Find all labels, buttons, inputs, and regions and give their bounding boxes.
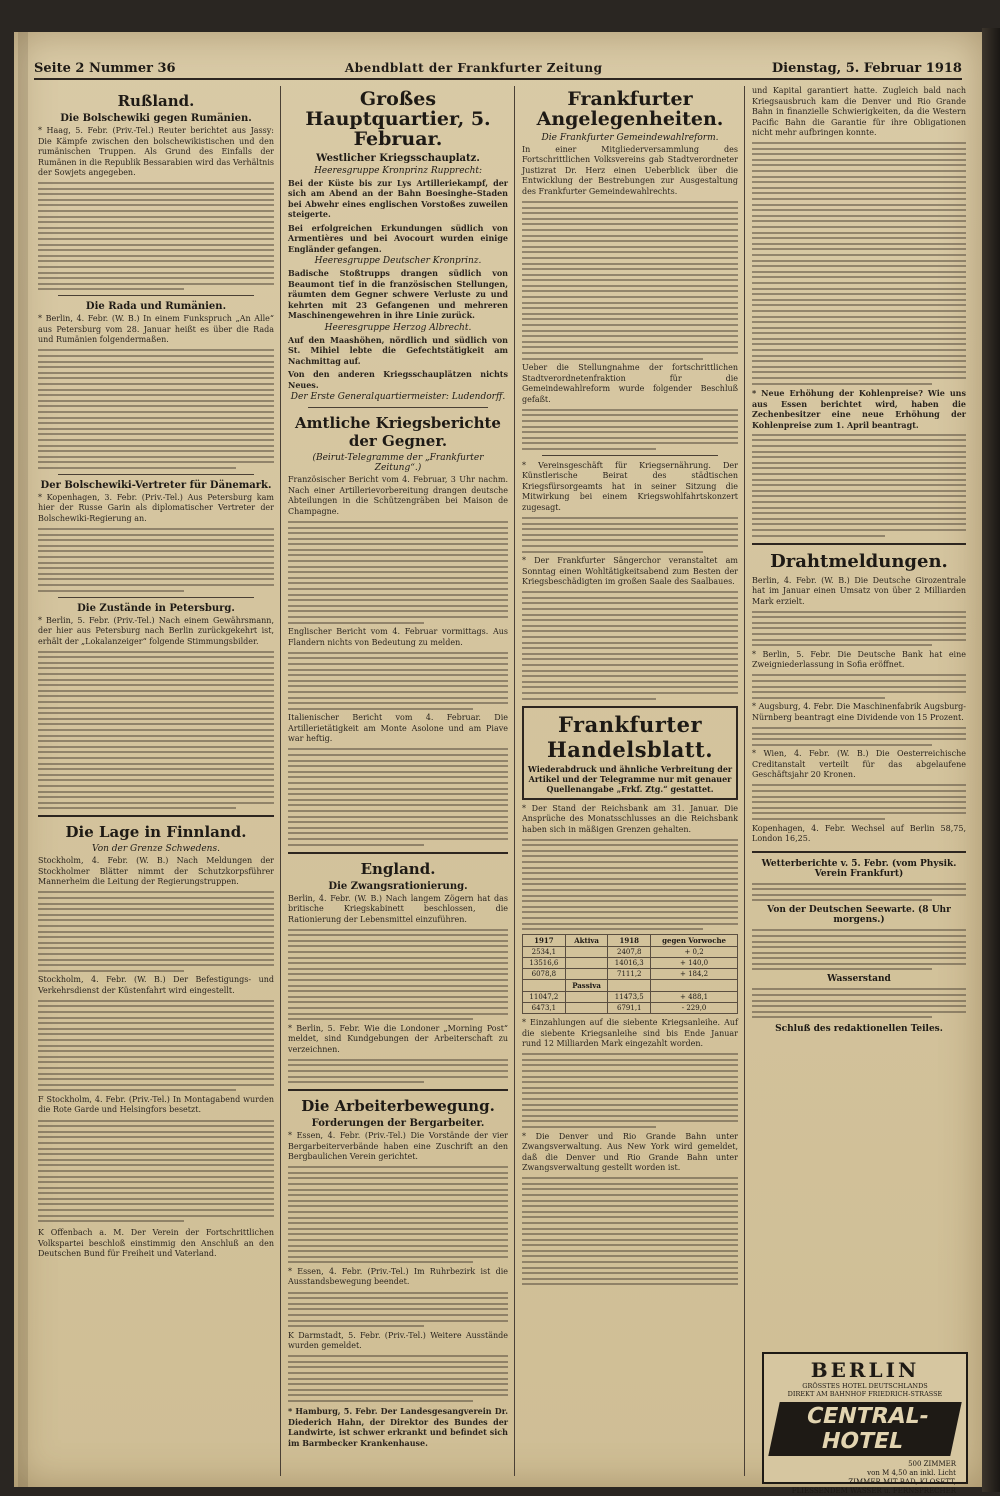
- section-heading: Rußland.: [117, 92, 195, 110]
- text-lines: [38, 1000, 274, 1092]
- article-text: * Augsburg, 4. Febr. Die Maschinenfabrik Augsburg-Nürnberg beantragt eine Dividende von 15 Prozent.: [752, 702, 966, 722]
- article-text: Stockholm, 4. Febr. (W. B.) Nach Meldungen der Stockholmer Blätter nimmt der Schutzkorpsführer Mannerheim die Leitung der Regierungstruppen.: [38, 856, 274, 887]
- text-lines: [38, 891, 274, 971]
- article-text: Auf den Maashöhen, nördlich und südlich von St. Mihiel lebte die Gefechtstätigkeit am Nachmittag auf.: [288, 334, 508, 366]
- section-heading: Drahtmeldungen.: [770, 550, 948, 572]
- separator: [288, 1089, 508, 1091]
- separator: [58, 295, 254, 296]
- article-text: Englischer Bericht vom 4. Februar vormittags. Aus Flandern nichts von Bedeutung zu melden.: [288, 627, 508, 647]
- article-subheading: (Beirut-Telegramme der „Frankfurter Zeitung“.): [312, 453, 484, 474]
- section-heading: Großes Hauptquartier, 5. Februar.: [305, 88, 491, 150]
- page-number: Seite 2 Nummer 36: [34, 60, 176, 76]
- column-4: [748, 86, 970, 1348]
- text-lines: [522, 409, 738, 450]
- article-text: Französischer Bericht vom 4. Februar, 3 Uhr nachm. Nach einer Artillerievorbereitung drangen deutsche Abteilungen in die Schützengräben bei Maison de Champagne.: [288, 475, 508, 516]
- column-rule: [744, 86, 745, 1476]
- text-lines: [752, 142, 966, 385]
- table-row: 6473,1 6791,1 - 229,0: [523, 1003, 738, 1014]
- separator: [752, 543, 966, 545]
- separator: [38, 815, 274, 817]
- weather-heading: Wetterberichte v. 5. Febr. (vom Physik. Verein Frankfurt): [761, 858, 957, 879]
- ad-tagline: GRÖSSTES HOTEL DEUTSCHLANDS: [802, 1382, 928, 1390]
- article-text: * Der Stand der Reichsbank am 31. Januar. Die Ansprüche des Monatsschlusses an die Reichsbank haben sich in mäßigen Grenzen gehalten.: [522, 803, 738, 834]
- article-text: * Berlin, 5. Febr. Die Deutsche Bank hat eine Zweigniederlassung in Sofia eröffnet.: [752, 649, 966, 670]
- column-1: [34, 86, 278, 1476]
- article-text: F Stockholm, 4. Febr. (Priv.-Tel.) In Montagabend wurden die Rote Garde und Helsingfors besetzt.: [38, 1094, 274, 1115]
- section-heading: Amtliche Kriegsberichte der Gegner.: [295, 414, 501, 451]
- article-text: K Offenbach a. M. Der Verein der Fortschrittlichen Volkspartei beschloß einstimmig den Anschluß an den Deutschen Bund für Freiheit und Vaterland.: [38, 1228, 274, 1259]
- text-lines: [752, 674, 966, 698]
- column-2: [284, 86, 512, 1476]
- article-subheading: Die Frankfurter Gemeindewahlreform.: [541, 132, 719, 143]
- article-heading: Forderungen der Bergarbeiter.: [311, 1118, 485, 1130]
- weather-table-lines: [752, 929, 966, 970]
- article-text: * Vereinsgeschäft für Kriegsernährung. Der Künstlerische Beirat des städtischen Kriegsfürsorgeamts hat in seiner Sitzung die Mitwirkung bei einem Kriegswohlfahrtskonzert zugesagt.: [522, 460, 738, 512]
- weather-subheading: Von der Deutschen Seewarte. (8 Uhr morgens.): [767, 905, 951, 926]
- article-text: Bei erfolgreichen Erkundungen südlich von Armentières und bei Avocourt wurden einige Engländer gefangen.: [288, 222, 508, 254]
- article-text: Italienischer Bericht vom 4. Februar. Die Artillerietätigkeit am Monte Asolone und am Piave war heftig.: [288, 713, 508, 744]
- fold-shadow: [18, 32, 28, 1487]
- text-lines: [522, 201, 738, 360]
- text-lines: [752, 611, 966, 647]
- section-heading: Die Lage in Finnland.: [65, 823, 247, 842]
- text-lines: [288, 748, 508, 845]
- text-lines: [38, 1120, 274, 1223]
- table-section-title: Aktiva: [565, 935, 608, 947]
- separator: [58, 474, 254, 475]
- article-subheading: Heeresgruppe Kronprinz Rupprecht:: [313, 165, 483, 176]
- article-text: In einer Mitgliederversammlung des Fortschrittlichen Volksvereins gab Stadtverordneter Justizrat Dr. Herz einen Ueberblick über die Entwicklung der Bestrebungen zur Ausgestaltung des Frankfurter Gemeindewahlrechts.: [522, 144, 738, 196]
- article-text: * Haag, 5. Febr. (Priv.-Tel.) Reuter berichtet aus Jassy: Die Kämpfe zwischen den bolschewikistischen und den rumänischen Truppen. Als Grund des Einfalls der Rumänen in die Republik Bessarabien wird das Verhältnis der Sowjets angegeben.: [38, 126, 274, 177]
- article-signature: Der Erste Generalquartiermeister: Ludendorff.: [290, 392, 506, 403]
- article-text: Ueber die Stellungnahme der fortschrittlichen Stadtverordnetenfraktion für die Gemeindewahlreform wurde folgender Beschluß gefaßt.: [522, 363, 738, 404]
- article-text: Kopenhagen, 4. Febr. Wechsel auf Berlin 58,75, London 16,25.: [752, 823, 966, 844]
- article-dateline: Von der Grenze Schwedens.: [92, 844, 220, 855]
- text-lines: [752, 434, 966, 537]
- central-hotel-ad: [762, 1352, 968, 1495]
- article-subheading: Heeresgruppe Deutscher Kronprinz.: [314, 256, 482, 267]
- table-row: 11047,2 11473,5 + 488,1: [523, 992, 738, 1003]
- page-edge: [982, 28, 1000, 1492]
- article-text: K Darmstadt, 5. Febr. (Priv.-Tel.) Weitere Ausstände wurden gemeldet.: [288, 1330, 508, 1351]
- text-lines: [38, 528, 274, 592]
- text-lines: [288, 1292, 508, 1328]
- separator: [288, 852, 508, 854]
- article-subheading: Heeresgruppe Herzog Albrecht.: [324, 322, 472, 333]
- column-rule: [280, 86, 281, 1476]
- ad-location: DIREKT AM BAHNHOF FRIEDRICH-STRASSE: [787, 1390, 943, 1398]
- reichsbank-table: [522, 934, 738, 1014]
- article-text: Badische Stoßtrupps drangen südlich von Beaumont tief in die französischen Stellungen, räumten dem Gegner schwere Verluste zu und kehrten mit 23 Gefangenen und mehreren Maschinengewehren in ihre Linie zurück.: [288, 268, 508, 321]
- handelsblatt-banner: [522, 706, 738, 800]
- section-heading: England.: [360, 859, 436, 878]
- ad-price: von M 4,50 an inkl. Licht: [867, 1469, 956, 1477]
- table-row: 13516,6 14016,3 + 140,0: [523, 958, 738, 969]
- article-text: Stockholm, 4. Febr. (W. B.) Der Befestigungs- und Verkehrsdienst der Küstenfahrt wird eingestellt.: [38, 975, 274, 995]
- table-header: gegen Vorwoche: [651, 935, 738, 947]
- handelsblatt-title: Frankfurter Handelsblatt.: [546, 711, 714, 762]
- article-text: * Wien, 4. Febr. (W. B.) Die Oesterreichische Creditanstalt verteilt für das abgelaufene Geschäftsjahr 20 Kronen.: [752, 749, 966, 780]
- text-lines: [38, 349, 274, 468]
- section-heading: Die Arbeiterbewegung.: [301, 1097, 495, 1116]
- article-heading: Die Rada und Rumänien.: [85, 301, 227, 313]
- article-text: * Berlin, 4. Febr. (W. B.) In einem Funkspruch „An Alle“ aus Petersburg vom 28. Januar heißt es über die Rada und Rumänien folgendermaßen.: [38, 314, 274, 345]
- text-lines: [752, 883, 966, 902]
- separator: [752, 851, 966, 853]
- text-lines: [288, 652, 508, 710]
- article-text: Bei der Küste bis zur Lys Artilleriekampf, der sich am Abend an der Bahn Boesinghe–Staden bei Abwehr eines englischen Vorstoßes zuweilen steigerte.: [288, 177, 508, 220]
- article-text: * Kopenhagen, 3. Febr. (Priv.-Tel.) Aus Petersburg kam hier der Russe Garin als diplomatischer Vertreter der Bolschewiki-Regierung an.: [38, 492, 274, 523]
- text-lines: [522, 1177, 738, 1285]
- article-text: * Berlin, 5. Febr. Wie die Londoner „Morning Post“ meldet, sind Kundgebungen der Arbeiterschaft zu verzeichnen.: [288, 1023, 508, 1054]
- article-heading: Westlicher Kriegsschauplatz.: [316, 152, 480, 164]
- text-lines: [522, 839, 738, 931]
- table-header: 1917: [523, 935, 566, 947]
- text-lines: [288, 1355, 508, 1402]
- text-lines: [752, 727, 966, 746]
- article-heading: Die Zwangsrationierung.: [328, 880, 468, 892]
- table-section-title: Passiva: [565, 980, 608, 992]
- issue-date: Dienstag, 5. Februar 1918: [771, 60, 962, 76]
- text-lines: [522, 517, 738, 553]
- article-text: Von den anderen Kriegsschauplätzen nichts Neues.: [288, 369, 508, 390]
- column-3: [518, 86, 742, 1476]
- ad-hotel-name: CENTRAL-HOTEL: [768, 1402, 961, 1456]
- separator: [542, 455, 718, 456]
- separator: [58, 597, 254, 598]
- article-text: Berlin, 4. Febr. (W. B.) Nach langem Zögern hat das britische Kriegskabinett beschlossen, die Rationierung der Lebensmittel einzuführen.: [288, 893, 508, 924]
- ad-amenities: FLIESSENDEM WASSER u. FERNSPRECHER: [791, 1487, 956, 1495]
- article-text: * Der Frankfurter Sängerchor veranstaltet am Sonntag einen Wohltätigkeitsabend zum Besten der Kriegsbeschädigten im großen Saale des Saalbaues.: [522, 556, 738, 587]
- water-table-lines: [752, 988, 966, 1018]
- separator: [308, 407, 488, 408]
- table-row: 6078,8 7111,2 + 184,2: [523, 969, 738, 980]
- end-of-editorial: Schluß des redaktionellen Teiles.: [775, 1024, 943, 1035]
- text-lines: [752, 784, 966, 820]
- text-lines: [288, 929, 508, 1021]
- article-text: * Die Denver und Rio Grande Bahn unter Zwangsverwaltung. Aus New York wird gemeldet, daß die Denver und Rio Grande Bahn unter Zwangsverwaltung gestellt worden ist.: [522, 1131, 738, 1173]
- table-row: 2534,1 2407,8 + 0,2: [523, 947, 738, 958]
- article-heading: Die Zustände in Petersburg.: [77, 602, 235, 614]
- article-text: * Hamburg, 5. Febr. Der Landesgesangverein Dr. Diederich Hahn, der Direktor des Bundes der Landwirte, ist schwer erkrankt und befindet sich im Barmbecker Krankenhause.: [288, 1406, 508, 1448]
- article-text: * Essen, 4. Febr. (Priv.-Tel.) Die Vorstände der vier Bergarbeiterverbände haben eine Zuschrift an den Bergbaulichen Verein gerichtet.: [288, 1131, 508, 1162]
- text-lines: [38, 182, 274, 290]
- text-lines: [288, 521, 508, 624]
- newspaper-title: Abendblatt der Frankfurter Zeitung: [344, 61, 603, 75]
- ad-amenities: ZIMMER MIT BAD, KLOSETT,: [848, 1478, 956, 1486]
- article-text: * Essen, 4. Febr. (Priv.-Tel.) Im Ruhrbezirk ist die Ausstandsbewegung beendet.: [288, 1266, 508, 1287]
- article-text: * Einzahlungen auf die siebente Kriegsanleihe. Auf die siebente Kriegsanleihe sind bis Ende Januar rund 12 Milliarden Mark eingezahlt worden.: [522, 1018, 738, 1049]
- article-text: und Kapital garantiert hatte. Zugleich bald nach Kriegsausbruch kam die Denver und Rio Grande Bahn in finanzielle Schwierigkeiten, da die Western Pacific Bahn die Garantie für ihre Obligationen nicht mehr aufbringen konnte.: [752, 86, 966, 137]
- article-text: * Berlin, 5. Febr. (Priv.-Tel.) Nach einem Gewährsmann, der hier aus Petersburg nach Berlin zurückgekehrt ist, erhält der „Lokalanzeiger“ folgende Stimmungsbilder.: [38, 615, 274, 646]
- text-lines: [288, 1166, 508, 1263]
- masthead: [34, 58, 962, 80]
- article-heading: Die Bolschewiki gegen Rumänien.: [60, 113, 252, 124]
- text-lines: [288, 1059, 508, 1083]
- article-text: Berlin, 4. Febr. (W. B.) Die Deutsche Girozentrale hat im Januar einen Umsatz von über 2 Milliarden Mark erzielt.: [752, 575, 966, 606]
- handelsblatt-notice: Wiederabdruck und ähnliche Verbreitung der Artikel und der Telegramme nur mit genauer Quellenangabe „Frkf. Ztg.“ gestattet.: [527, 763, 733, 794]
- text-lines: [522, 1053, 738, 1128]
- table-header: 1918: [608, 935, 651, 947]
- water-level-heading: Wasserstand: [827, 974, 891, 985]
- article-heading: Der Bolschewiki-Vertreter für Dänemark.: [40, 479, 272, 491]
- ad-city: BERLIN: [810, 1358, 920, 1382]
- article-text: * Neue Erhöhung der Kohlenpreise? Wie uns aus Essen berichtet wird, haben die Zechenbesitzer eine neue Erhöhung der Kohlenpreise zum 1. April beantragt.: [752, 388, 966, 430]
- ad-rooms: 500 ZIMMER: [908, 1460, 956, 1468]
- column-rule: [514, 86, 515, 1476]
- section-heading: Frankfurter Angelegenheiten.: [536, 88, 724, 130]
- newspaper-page: [14, 32, 982, 1495]
- text-lines: [522, 591, 738, 699]
- text-lines: [38, 651, 274, 810]
